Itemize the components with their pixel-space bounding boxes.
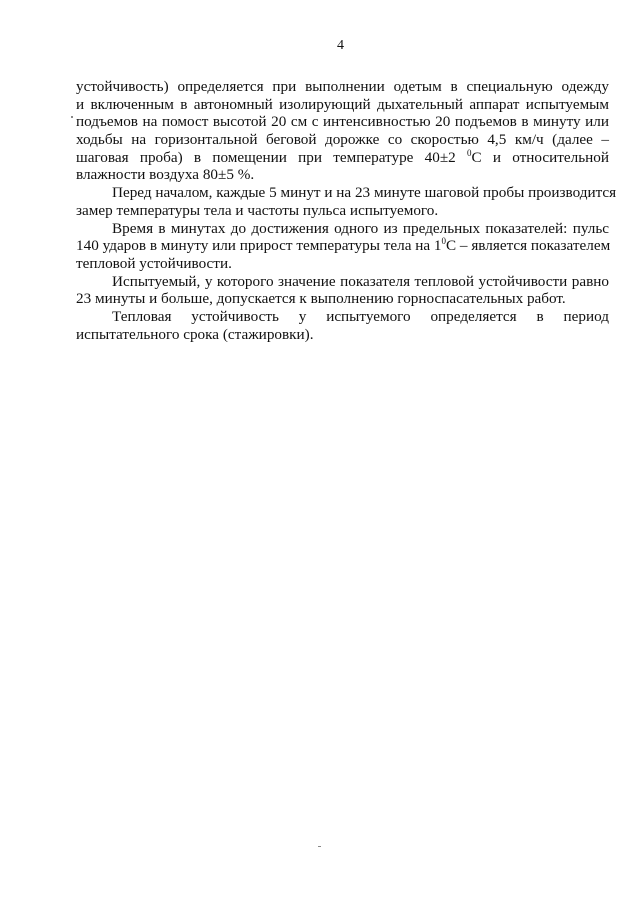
text-line [76, 166, 609, 184]
paragraph [76, 184, 617, 219]
text-segment: 140 ударов в минуту или прирост температуры тела на 1 [76, 237, 442, 255]
text-segment: 23 минуты и больше, допускается к выполнению горноспасательных работ. [76, 290, 566, 308]
superscript: 0 [467, 147, 472, 158]
text-line [76, 273, 609, 291]
paragraph [76, 273, 609, 308]
text-segment: устойчивость) определяется при выполнении одетым в специальную одежду [76, 78, 609, 95]
paragraph [76, 78, 609, 184]
text-line [76, 78, 609, 96]
text-segment: ходьбы на горизонтальной беговой дорожке со скоростью 4,5 км/ч (далее – [76, 131, 609, 149]
text-segment: и включенным в автономный изолирующий дыхательный аппарат испытуемым [76, 95, 609, 113]
page-number: 4 [337, 38, 344, 53]
text-line [76, 237, 609, 255]
text-line [76, 220, 609, 238]
text-segment: подъемов на помост высотой 20 см с интенсивностью 20 подъемов в минуту или [76, 113, 609, 131]
paragraph [76, 220, 609, 273]
document-body [76, 78, 617, 343]
text-line [76, 308, 609, 326]
scan-speck [318, 846, 321, 847]
text-segment: Испытуемый, у которого значение показателя тепловой устойчивости равно [112, 272, 609, 290]
text-segment: Перед началом, каждые 5 минут и на 23 минуте шаговой пробы производится [112, 184, 617, 202]
superscript: 0 [441, 236, 446, 247]
text-segment: испытательного срока (стажировки). [76, 325, 314, 343]
paragraph [76, 308, 609, 343]
text-line [76, 326, 609, 344]
text-segment: С – является показателем [446, 237, 611, 255]
text-segment: тепловой устойчивости. [76, 254, 232, 272]
text-segment: С и относительной [471, 148, 609, 166]
text-segment: Время в минутах до достижения одного из предельных показателей: пульс [112, 219, 609, 237]
text-line [76, 96, 609, 114]
text-segment: Тепловая устойчивость у испытуемого определяется в период [112, 307, 609, 325]
text-segment: шаговая проба) в помещении при температуре 40±2 [76, 148, 468, 166]
text-segment: влажности воздуха 80±5 %. [76, 166, 255, 184]
text-segment: замер температуры тела и частоты пульса испытуемого. [76, 201, 439, 219]
text-line [76, 184, 617, 202]
text-line [76, 113, 609, 131]
text-line [76, 202, 609, 220]
text-line [76, 290, 609, 308]
text-line [76, 131, 609, 149]
scan-speck [71, 116, 73, 118]
text-line [76, 149, 609, 167]
text-line [76, 255, 609, 273]
